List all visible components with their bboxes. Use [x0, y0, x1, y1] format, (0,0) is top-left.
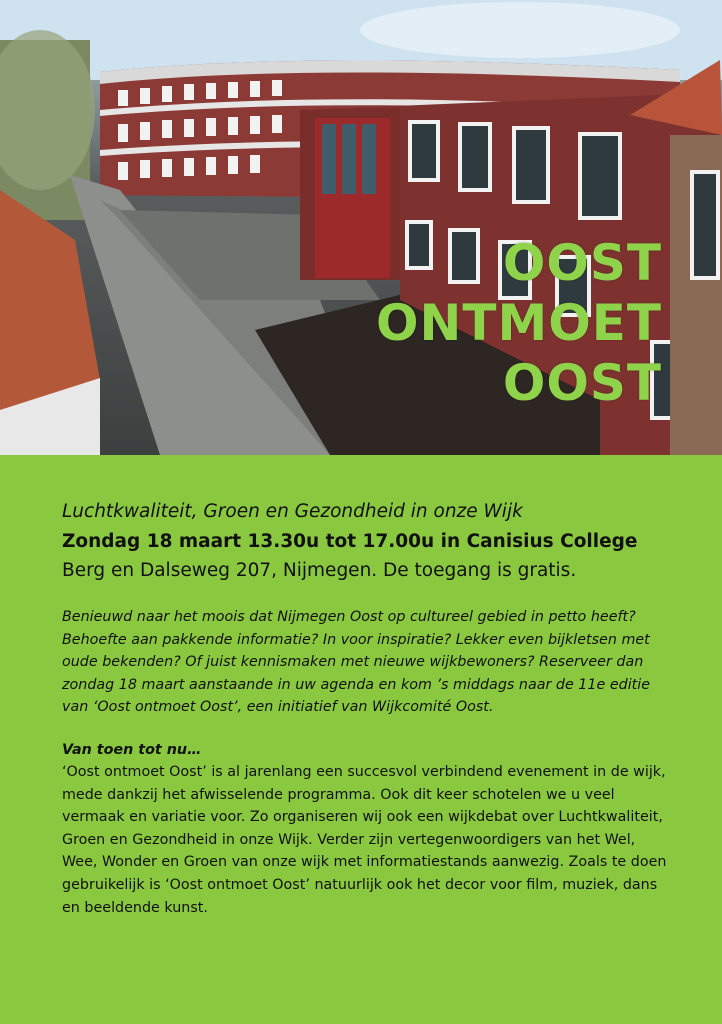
lead-paragraph: Benieuwd naar het moois dat Nijmegen Oost op cultureel gebied in petto heeft? Behoefte aan pakkende informatie? In voor inspiratie? Lekker even bijkletsen met oude bekenden? Of juist kennismaken met nieuwe wijkbewoners? Reserveer dan zondag 18 maart aanstaande in uw agenda en kom ’s middags naar de 11e editie van ‘Oost ontmoet Oost’, een initiatief van Wijkcomité Oost.: [62, 609, 651, 716]
section-body: ‘Oost ontmoet Oost’ is al jarenlang een succesvol verbindend evenement in de wijk, mede dankzij het afwisselende programma. Ook dit keer schotelen we u veel vermaak en variatie voor. Zo organiseren wij ook een wijkdebat over Luchtkwaliteit, Groen en Gezondheid in onze Wijk. Verder zijn vertegenwoordigers van het Wel, Wee, Wonder en Groen van onze wijk met informatiestands aanwezig. Zoals te doen gebruikelijk is ‘Oost ontmoet Oost’ natuurlijk ook het decor voor film, muziek, dans en beeldende kunst.: [62, 763, 667, 916]
flyer-content: [62, 500, 672, 919]
event-date: Zondag 18 maart 13.30u tot 17.00u in Canisius College: [62, 531, 638, 552]
event-address: Berg en Dalseweg 207, Nijmegen. De toegang is gratis.: [62, 560, 577, 581]
title-line-2: ONTMOET: [376, 294, 662, 352]
title-line-1: OOST: [502, 234, 662, 292]
event-subtitle: Luchtkwaliteit, Groen en Gezondheid in onze Wijk: [62, 501, 523, 522]
title-line-3: OOST: [502, 354, 662, 412]
hero-photo: [0, 0, 722, 455]
event-title: [376, 233, 662, 413]
section-heading: Van toen tot nu…: [62, 741, 202, 758]
